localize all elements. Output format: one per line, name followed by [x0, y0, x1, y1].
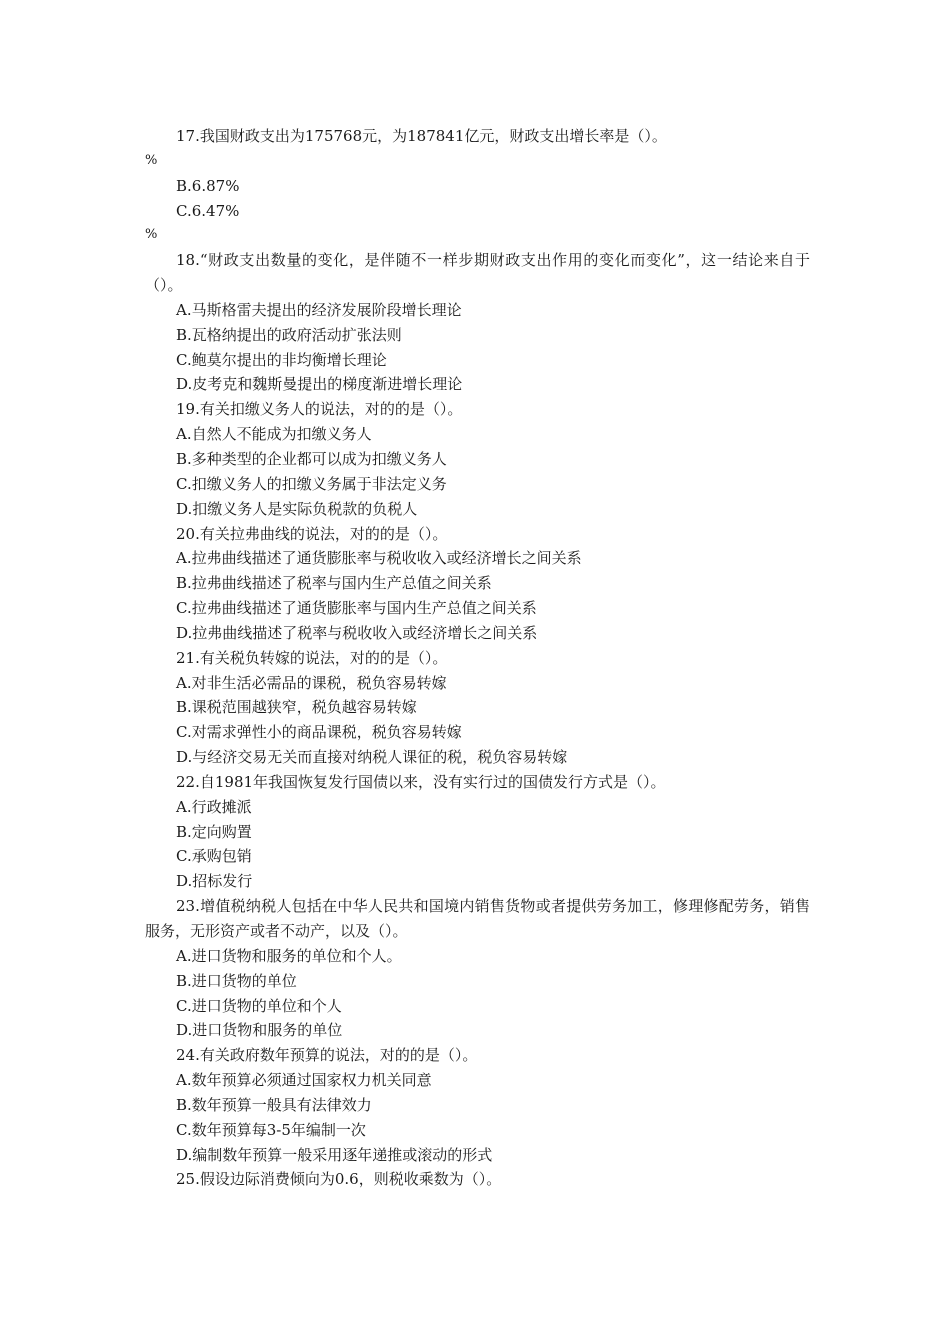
question-24: 24.有关政府数年预算的说法，对的的是（）。	[176, 1046, 478, 1065]
option-22-b: B.定向购置	[176, 822, 252, 841]
option-21-d: D.与经济交易无关而直接对纳税人课征的税，税负容易转嫁	[176, 748, 568, 767]
option-22-c: C.承购包销	[176, 847, 252, 866]
document-body	[145, 124, 810, 1192]
stray-percent-line: %	[145, 152, 158, 168]
option-18-b: B.瓦格纳提出的政府活动扩张法则	[176, 325, 402, 344]
option-20-b: B.拉弗曲线描述了税率与国内生产总值之间关系	[176, 574, 492, 593]
option-18-c: C.鲍莫尔提出的非均衡增长理论	[176, 350, 387, 369]
question-25: 25.假设边际消费倾向为0.6，则税收乘数为（）。	[176, 1170, 502, 1189]
question-23: 23.增值税纳税人包括在中华人民共和国境内销售货物或者提供劳务加工，修理修配劳务，销售服务，无形资产或者不动产，以及（）。	[145, 897, 810, 940]
option-20-a: A.拉弗曲线描述了通货膨胀率与税收收入或经济增长之间关系	[176, 549, 582, 568]
option-23-b: B.进口货物的单位	[176, 971, 297, 990]
option-19-a: A.自然人不能成为扣缴义务人	[176, 425, 372, 444]
option-20-d: D.拉弗曲线描述了税率与税收收入或经济增长之间关系	[176, 623, 538, 642]
option-24-d: D.编制数年预算一般采用逐年递推或滚动的形式	[176, 1145, 493, 1164]
option-19-d: D.扣缴义务人是实际负税款的负税人	[176, 499, 418, 518]
stray-percent-line: %	[145, 227, 158, 243]
question-17: 17.我国财政支出为175768元，为187841亿元，财政支出增长率是（）。	[176, 127, 667, 145]
option-17-b: B.6.87%	[176, 176, 240, 195]
option-22-d: D.招标发行	[176, 872, 253, 891]
option-22-a: A.行政摊派	[176, 797, 252, 816]
option-21-c: C.对需求弹性小的商品课税，税负容易转嫁	[176, 723, 462, 742]
option-18-a: A.马斯格雷夫提出的经济发展阶段增长理论	[176, 300, 462, 319]
option-18-d: D.皮考克和魏斯曼提出的梯度渐进增长理论	[176, 375, 463, 394]
option-24-c: C.数年预算每3-5年编制一次	[176, 1120, 366, 1139]
option-24-b: B.数年预算一般具有法律效力	[176, 1095, 372, 1114]
option-20-c: C.拉弗曲线描述了通货膨胀率与国内生产总值之间关系	[176, 599, 537, 618]
question-20: 20.有关拉弗曲线的说法，对的的是（）。	[176, 524, 448, 543]
option-19-c: C.扣缴义务人的扣缴义务属于非法定义务	[176, 474, 447, 493]
question-19: 19.有关扣缴义务人的说法，对的的是（）。	[176, 400, 463, 419]
option-24-a: A.数年预算必须通过国家权力机关同意	[176, 1071, 432, 1090]
question-18: 18.“财政支出数量的变化，是伴随不一样步期财政支出作用的变化而变化”，这一结论来自于（）。	[145, 251, 810, 295]
option-21-a: A.对非生活必需品的课税，税负容易转嫁	[176, 673, 447, 692]
option-21-b: B.课税范围越狭窄，税负越容易转嫁	[176, 698, 417, 717]
question-21: 21.有关税负转嫁的说法，对的的是（）。	[176, 648, 448, 667]
option-23-c: C.进口货物的单位和个人	[176, 996, 342, 1015]
option-17-c: C.6.47%	[176, 201, 240, 220]
option-23-d: D.进口货物和服务的单位	[176, 1021, 343, 1040]
option-19-b: B.多种类型的企业都可以成为扣缴义务人	[176, 449, 447, 468]
question-22: 22.自1981年我国恢复发行国债以来，没有实行过的国债发行方式是（）。	[176, 772, 666, 791]
option-23-a: A.进口货物和服务的单位和个人。	[176, 946, 402, 965]
